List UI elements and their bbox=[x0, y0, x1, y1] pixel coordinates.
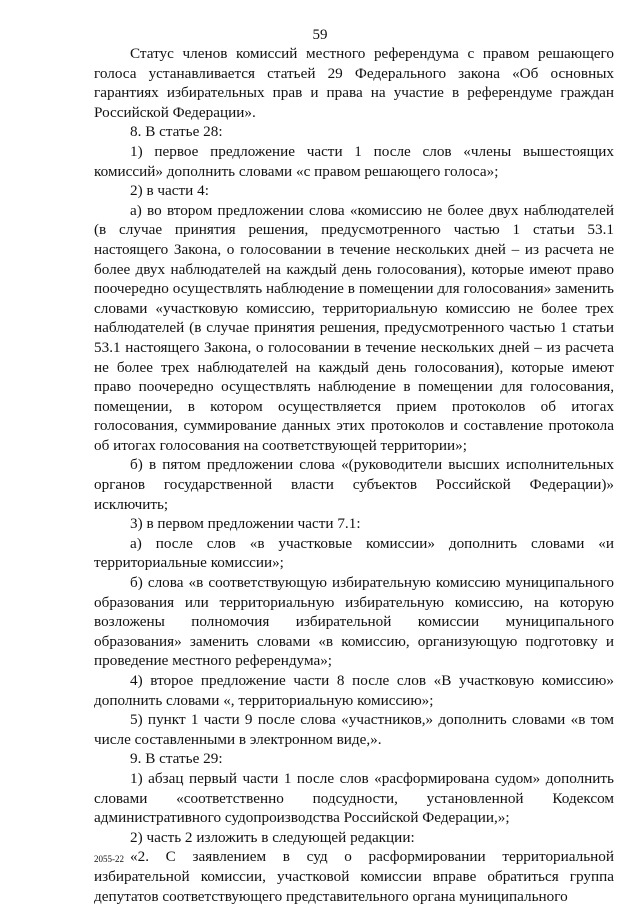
paragraph: 1) абзац первый части 1 после слов «расформирована судом» дополнить словами «соответственно подсудности, установленной Кодексом административного судопроизводства Российской Федерации,»; bbox=[94, 769, 614, 827]
paragraph: 3) в первом предложении части 7.1: bbox=[130, 515, 361, 533]
paragraph: а) во втором предложении слова «комиссию не более двух наблюдателей (в случае принятия решения, предусмотренного частью 1 статьи 53.1 настоящего Закона, о голосовании в течение нескольких дней – из расчета не более двух наблюдателей на каждый день голосования), которые имеют право поочередно осуществлять наблюдение в помещении для голосования» заменить словами «участковую комиссию, территориальную комиссию не более трех наблюдателей (в случае принятия решения, предусмотренного частью 1 статьи 53.1 настоящего Закона, о голосовании в течение нескольких дней – из расчета не более трех наблюдателей на каждый день голосования), которые имеют право поочередно осуществлять наблюдение в помещении для голосования, помещении, в котором осуществляется прием протоколов об итогах голосования, суммирование данных этих протоколов и составление протокола об итогах голосования на соответствующей территории»; bbox=[94, 201, 614, 454]
paragraph: 4) второе предложение части 8 после слов «В участковую комиссию» дополнить словами «, территориальную комиссию»; bbox=[94, 672, 614, 709]
paragraph: 9. В статье 29: bbox=[130, 750, 223, 768]
page-number: 59 bbox=[312, 27, 328, 43]
paragraph: «2. С заявлением в суд о расформировании территориальной избирательной комиссии, участковой комиссии вправе обратиться группа депутатов соответствующего представительного органа муниципального bbox=[94, 848, 614, 905]
paragraph: 2) часть 2 изложить в следующей редакции: bbox=[130, 828, 415, 846]
paragraph: 1) первое предложение части 1 после слов «члены вышестоящих комиссий» дополнить словами «с правом решающего голоса»; bbox=[94, 142, 614, 180]
paragraph: 2) в части 4: bbox=[130, 182, 209, 200]
document-body bbox=[94, 44, 614, 906]
document-code: 2055-22 bbox=[94, 854, 124, 864]
paragraph: б) слова «в соответствующую избирательную комиссию муниципального образования или территориальную избирательную комиссию, на которую возложены полномочия избирательной комиссии муниципального образования» заменить словами «в комиссию, организующую подготовку и проведение местного референдума»; bbox=[94, 574, 614, 670]
paragraph: Статус членов комиссий местного референдума с правом решающего голоса устанавливается статьей 29 Федерального закона «Об основных гарантиях избирательных прав и права на участие в референдуме граждан Российской Федерации». bbox=[94, 45, 614, 121]
paragraph: 5) пункт 1 части 9 после слова «участников,» дополнить словами «в том числе составленными в электронном виде,». bbox=[94, 711, 614, 748]
paragraph: а) после слов «в участковые комиссии» дополнить словами «и территориальные комиссии»; bbox=[94, 534, 614, 572]
paragraph: 8. В статье 28: bbox=[130, 123, 223, 141]
paragraph: б) в пятом предложении слова «(руководители высших исполнительных органов государственной власти субъектов Российской Федерации)» исключить; bbox=[94, 456, 614, 513]
